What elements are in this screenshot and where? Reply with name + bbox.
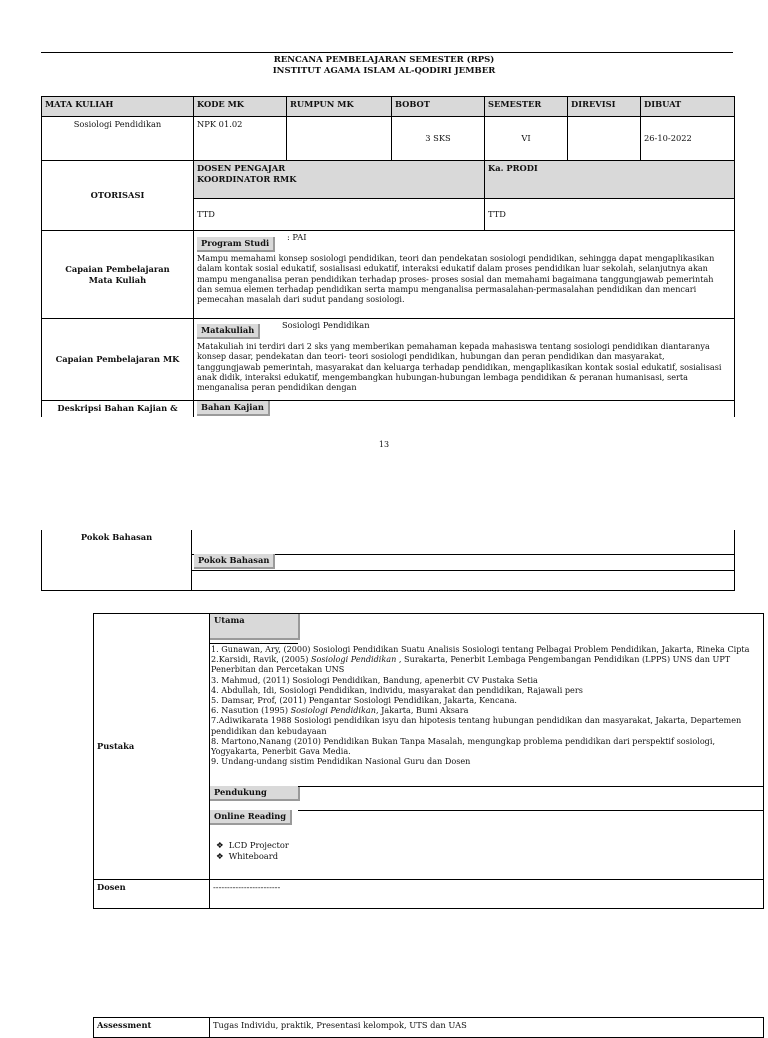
hdr-semester: SEMESTER	[485, 97, 568, 117]
dosen-pengajar-label: DOSEN PENGAJAR	[197, 163, 286, 173]
bahan-kajian-cell	[194, 401, 735, 417]
utama-heading: Utama	[210, 614, 300, 640]
reference-list	[210, 644, 763, 784]
hdr-bobot: BOBOT	[392, 97, 485, 117]
course-name: Sosiologi Pendidikan	[42, 117, 194, 161]
reference-item: 5. Damsar, Prof, (2011) Pengantar Sosiologi Pendidikan, Jakarta, Kencana.	[211, 695, 517, 706]
ttd-right: TTD	[485, 199, 735, 231]
reference-item: 1. Gunawan, Ary, (2000) Sosiologi Pendidikan Suatu Analisis Sosiologi tentang Pelbagai Problem Pendidikan, Jakarta, Rineka Cipta	[211, 644, 750, 654]
cp-pembelajaran-text: Matakuliah ini terdiri dari 2 sks yang memberikan pemahaman kepada mahasiswa tentang sosiologi pendidikan diantaranya konsep dasar, pendekatan dan teori- teori sosiologi pendidikan, hubungan dan peran pendidikan dan masyarakat, tanggungjawab pemerintah, masyarakat dan keluarga terhadap pendidikan, mengaplikasikan kontak sosial edukatif, sosialisasi anak didik, interaksi edukatif, mengembangkan hubungan-hubungan lembaga pendidikan & peranan humanisasi, serta menganalisa peran pendidikan dengan	[197, 341, 722, 393]
cp-mk-content	[194, 231, 735, 319]
hdr-kode-mk: KODE MK	[194, 97, 287, 117]
matakuliah-value: Sosiologi Pendidikan	[282, 320, 370, 330]
pustaka-label: Pustaka	[94, 614, 210, 880]
doc-title-line1: RENCANA PEMBELAJARAN SEMESTER (RPS)	[273, 55, 495, 65]
assessment-value: Tugas Individu, praktik, Presentasi kelompok, UTS dan UAS	[210, 1018, 764, 1038]
online-reading-heading: Online Reading	[210, 810, 292, 825]
pustaka-content	[210, 614, 764, 880]
pendukung-heading: Pendukung	[210, 786, 300, 801]
pokok-bahasan-content	[192, 530, 735, 590]
assessment-table	[93, 1017, 764, 1038]
top-rule	[41, 52, 733, 53]
course-bobot: 3 SKS	[392, 117, 485, 161]
cp-pembelajaran-label: Capaian Pembelajaran MK	[42, 319, 194, 401]
reference-item: 8. Martono,Nanang (2010) Pendidikan Bukan Tanpa Masalah, mengungkap problema pendidikan dari perspektif sosiologi, Yogyakarta, Penerbit Gava Media.	[211, 735, 716, 757]
reference-item: 4. Abdullah, Idi, Sosiologi Pendidikan, individu, masyarakat dan pendidikan, Rajawali pers	[211, 684, 583, 695]
hdr-direvisi: DIREVISI	[568, 97, 641, 117]
course-code: NPK 01.02	[194, 117, 287, 161]
matakuliah-heading: Matakuliah	[197, 324, 260, 339]
cp-mk-label-line2: Mata Kuliah	[88, 274, 147, 285]
pustaka-table	[93, 613, 764, 909]
reference-item: 9. Undang-undang sistim Pendidikan Nasional Guru dan Dosen	[211, 756, 471, 767]
pokok-bahasan-heading: Pokok Bahasan	[194, 554, 275, 569]
hdr-mata-kuliah: MATA KULIAH	[42, 97, 194, 117]
reference-item: 6. Nasution (1995) Sosiologi Pendidikan, Jakarta, Bumi Aksara	[211, 705, 469, 716]
course-rumpun	[287, 117, 392, 161]
dosen-label: Dosen	[94, 880, 210, 909]
cp-pembelajaran-content	[194, 319, 735, 401]
reference-item: 3. Mahmud, (2011) Sosiologi Pendidikan, Bandung, apenerbit CV Pustaka Setia	[211, 674, 538, 685]
koordinator-rmk-label: KOORDINATOR RMK	[197, 173, 297, 184]
otorisasi-label: OTORISASI	[42, 161, 194, 231]
bullet-icon: ❖	[216, 840, 224, 850]
deskripsi-label: Deskripsi Bahan Kajian &	[42, 401, 194, 417]
bahan-kajian-heading: Bahan Kajian	[197, 401, 270, 416]
dosen-pengajar-header	[194, 161, 485, 199]
assessment-label: Assessment	[94, 1018, 210, 1038]
media-item: ❖ LCD Projector	[216, 840, 289, 850]
dosen-value: ------------------------	[210, 880, 764, 909]
course-dibuat: 26-10-2022	[641, 117, 735, 161]
cp-mk-label-line1: Capaian Pembelajaran	[65, 264, 170, 274]
hdr-dibuat: DIBUAT	[641, 97, 735, 117]
reference-item: 7.Adiwikarata 1988 Sosiologi pendidikan isyu dan hipotesis tentang hubungan pendidikan dan masyarakat, Jakarta, Departemen pendidikan dan kebudayaan	[211, 715, 742, 736]
cp-mk-label	[42, 231, 194, 319]
hdr-rumpun-mk: RUMPUN MK	[287, 97, 392, 117]
bullet-icon: ❖	[216, 850, 224, 861]
reference-item: 2.Karsidi, Ravik, (2005) Sosiologi Pendidikan , Surakarta, Penerbit Lembaga Pengembangan Pendidikan (LPPS) UNS dan UPT Penerbitan dan Percetakan UNS	[211, 654, 731, 675]
page-number: 13	[378, 440, 390, 449]
program-studi-value: : PAI	[287, 232, 307, 242]
course-direvisi	[568, 117, 641, 161]
media-list	[210, 840, 763, 861]
rps-main-table	[41, 96, 735, 417]
pokok-bahasan-table	[41, 530, 735, 591]
cp-mk-text: Mampu memahami konsep sosiologi pendidikan, teori dan pendekatan sosiologi pendidikan, sehingga dapat mengaplikasikan dalam kontak sosial edukatif, sosialisasi edukatif, interaksi edukatif dalam proses pendidikan luar sekolah, selanjutnya akan mampu menganalisa peran pendidikan terhadap proses- proses sosial dan memahami bagaimana tanggungjawab pemerintah dan semua elemen terhadap pendidikan serta mampu menganalisa permasalahan-permasalahan pendidikan dan mencari pemecahan masalah dari sudut pandang sosiologi.	[197, 253, 715, 305]
kaprodi-header: Ka. PRODI	[485, 161, 735, 199]
doc-title-line2: INSTITUT AGAMA ISLAM AL-QODIRI JEMBER	[272, 66, 496, 76]
media-item: ❖ Whiteboard	[216, 850, 279, 861]
pokok-bahasan-label: Pokok Bahasan	[42, 530, 192, 590]
program-studi-heading: Program Studi	[197, 237, 275, 252]
course-semester: VI	[485, 117, 568, 161]
ttd-left: TTD	[194, 199, 485, 231]
